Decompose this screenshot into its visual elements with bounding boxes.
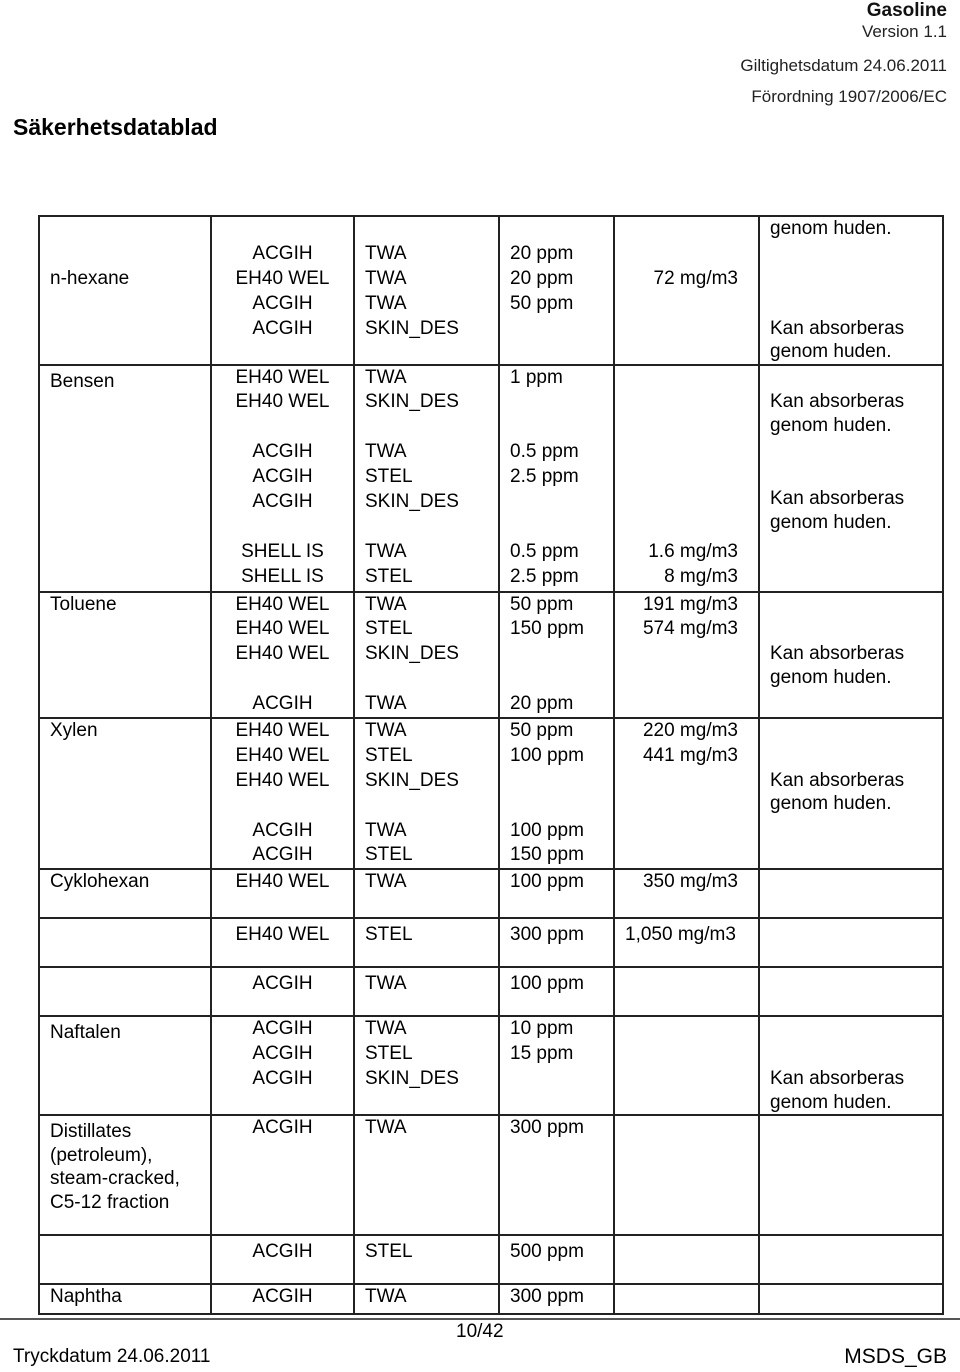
limit-value-cell	[499, 592, 614, 718]
limit-body: ACGIH	[252, 441, 313, 463]
limit-type-cell	[354, 1115, 499, 1235]
limit-body-cell	[211, 1016, 354, 1115]
limit-body-cell	[211, 592, 354, 718]
limit-value: 50 ppm	[510, 593, 574, 615]
limit-mg: 8 mg/m3	[664, 565, 738, 587]
limit-body-cell	[211, 1235, 354, 1284]
limit-value: 1 ppm	[510, 366, 563, 388]
substance-row-naphtha	[39, 1284, 943, 1314]
limit-type: STEL	[365, 618, 413, 640]
substance-row-cyklohexan-stel	[39, 918, 943, 967]
limit-type-cell	[354, 869, 499, 918]
limit-mg: 72 mg/m3	[653, 267, 738, 289]
limit-body: ACGIH	[252, 466, 313, 488]
substance-label: Xylen	[50, 720, 98, 742]
validity-date: Giltighetsdatum 24.06.2011	[740, 56, 947, 75]
substance-row-naftalen	[39, 1016, 943, 1115]
substance-label: Toluene	[50, 593, 117, 615]
limit-type-cell	[354, 1016, 499, 1115]
limit-body: EH40 WEL	[235, 593, 330, 615]
limit-mg-cell	[614, 1115, 759, 1235]
limit-value: 0.5 ppm	[510, 540, 579, 562]
limit-value: 150 ppm	[510, 844, 584, 866]
limit-value-cell	[499, 365, 614, 592]
limit-body: EH40 WEL	[235, 720, 330, 742]
limit-type: SKIN_DES	[365, 391, 459, 413]
remark-text: Kan absorberas genom huden.	[770, 769, 905, 815]
limit-type: TWA	[365, 871, 407, 893]
limit-value: 300 ppm	[510, 1286, 584, 1308]
document-code: MSDS_GB	[844, 1345, 947, 1368]
limit-body-cell	[211, 869, 354, 918]
limit-type: TWA	[365, 819, 407, 841]
limit-mg: 220 mg/m3	[642, 720, 738, 742]
limit-type: TWA	[365, 292, 407, 314]
remark-cell	[759, 216, 943, 365]
limit-type: SKIN_DES	[365, 1068, 459, 1090]
limit-type: STEL	[365, 1043, 413, 1065]
limit-type: STEL	[365, 1241, 413, 1263]
limit-body-cell	[211, 967, 354, 1016]
substance-row-distillates-stel	[39, 1235, 943, 1284]
substance-name	[39, 918, 211, 967]
substance-name	[39, 592, 211, 718]
limit-body: ACGIH	[252, 491, 313, 513]
limit-body: ACGIH	[252, 1043, 313, 1065]
limit-type: TWA	[365, 1286, 407, 1308]
limit-type: STEL	[365, 844, 413, 866]
limit-type: SKIN_DES	[365, 317, 459, 339]
limit-value-cell	[499, 1115, 614, 1235]
remark-cell	[759, 365, 943, 592]
remark-cell	[759, 1115, 943, 1235]
limit-mg-cell	[614, 1016, 759, 1115]
limit-value-cell	[499, 869, 614, 918]
limit-value: 20 ppm	[510, 242, 574, 264]
limit-type: STEL	[365, 565, 413, 587]
limit-type: STEL	[365, 744, 413, 766]
limit-body: ACGIH	[252, 1117, 313, 1139]
limit-value: 20 ppm	[510, 267, 574, 289]
limit-value: 100 ppm	[510, 871, 584, 893]
limit-type-cell	[354, 216, 499, 365]
substance-name	[39, 869, 211, 918]
limit-body-cell	[211, 1284, 354, 1314]
limit-value: 100 ppm	[510, 973, 584, 995]
remark-text: Kan absorberas genom huden.	[770, 317, 905, 363]
limit-type: SKIN_DES	[365, 643, 459, 665]
limit-body: EH40 WEL	[235, 366, 330, 388]
limit-body: ACGIH	[252, 819, 313, 841]
limit-value: 10 ppm	[510, 1018, 574, 1040]
remark-text: Kan absorberas genom huden.	[770, 1068, 905, 1113]
limit-type: TWA	[365, 540, 407, 562]
limit-body-cell	[211, 918, 354, 967]
limit-body: ACGIH	[252, 292, 313, 314]
footer-divider	[0, 1318, 960, 1320]
limit-body: ACGIH	[252, 317, 313, 339]
limit-type-cell	[354, 1235, 499, 1284]
limit-type: STEL	[365, 466, 413, 488]
substance-row-distillates	[39, 1115, 943, 1235]
limit-value: 20 ppm	[510, 693, 574, 715]
limit-value: 300 ppm	[510, 924, 584, 946]
limit-body: EH40 WEL	[235, 769, 330, 791]
substance-label: Bensen	[50, 370, 115, 392]
limit-body: EH40 WEL	[235, 871, 330, 893]
print-date: Tryckdatum 24.06.2011	[13, 1346, 211, 1367]
limit-mg: 191 mg/m3	[642, 593, 738, 615]
remark-text: Kan absorberas genom huden.	[770, 391, 905, 436]
limit-value	[500, 317, 613, 342]
limit-body: EH40 WEL	[235, 618, 330, 640]
limit-value-cell	[499, 1284, 614, 1314]
limit-type: TWA	[365, 720, 407, 742]
limit-body: ACGIH	[252, 844, 313, 866]
limit-value-cell	[499, 1235, 614, 1284]
limit-value-cell	[499, 1016, 614, 1115]
limit-value: 50 ppm	[510, 292, 574, 314]
limit-mg-cell	[614, 1284, 759, 1314]
limit-body: ACGIH	[252, 973, 313, 995]
limit-type: TWA	[365, 973, 407, 995]
remark-cell	[759, 918, 943, 967]
substance-name	[39, 1235, 211, 1284]
limit-body: SHELL IS	[241, 540, 324, 562]
substance-label: Naphtha	[50, 1286, 122, 1308]
limit-value: 300 ppm	[510, 1117, 584, 1139]
limit-value-cell	[499, 216, 614, 365]
limit-mg-cell	[614, 869, 759, 918]
remark-cell	[759, 967, 943, 1016]
remark-cell	[759, 592, 943, 718]
remark-cell	[759, 1284, 943, 1314]
limit-body: ACGIH	[252, 1068, 313, 1090]
limit-body: SHELL IS	[241, 565, 324, 587]
limit-value: 0.5 ppm	[510, 441, 579, 463]
limit-mg-cell	[614, 592, 759, 718]
document-version: Version 1.1	[861, 22, 947, 41]
limit-type: SKIN_DES	[365, 491, 459, 513]
limit-value: 2.5 ppm	[510, 466, 579, 488]
remark-text: Kan absorberas genom huden.	[770, 488, 905, 533]
limit-value: 2.5 ppm	[510, 565, 579, 587]
limit-type: TWA	[365, 267, 407, 289]
limit-type: TWA	[365, 593, 407, 615]
limit-body: ACGIH	[252, 1018, 313, 1040]
substance-name	[39, 967, 211, 1016]
limit-type: TWA	[365, 366, 407, 388]
limit-type: TWA	[365, 1117, 407, 1139]
limit-type-cell	[354, 592, 499, 718]
remark-cell	[759, 869, 943, 918]
limit-body-cell	[211, 718, 354, 869]
limit-body-cell	[211, 365, 354, 592]
limit-mg: 1.6 mg/m3	[648, 540, 738, 562]
limit-value-cell	[499, 718, 614, 869]
substance-label: Naftalen	[50, 1022, 121, 1044]
remark-text: Kan absorberas genom huden.	[770, 643, 905, 688]
limit-type: TWA	[365, 1018, 407, 1040]
product-name: Gasoline	[866, 0, 947, 21]
substance-name	[39, 1284, 211, 1314]
limit-body: EH40 WEL	[235, 744, 330, 766]
substance-row-bensen	[39, 365, 943, 592]
limit-mg: 441 mg/m3	[642, 744, 738, 766]
limit-type: STEL	[365, 924, 413, 946]
limit-mg-cell	[614, 967, 759, 1016]
limit-value: 150 ppm	[510, 618, 584, 640]
substance-label: n-hexane	[50, 267, 130, 289]
limit-type-cell	[354, 365, 499, 592]
limit-body: EH40 WEL	[235, 267, 330, 289]
remark-cell	[759, 1235, 943, 1284]
substance-name	[39, 1016, 211, 1115]
limit-mg-cell	[614, 1235, 759, 1284]
limit-type: SKIN_DES	[365, 769, 459, 791]
limit-type: TWA	[365, 242, 407, 264]
substance-name	[39, 1115, 211, 1235]
limit-value: 500 ppm	[510, 1241, 584, 1263]
limit-body: ACGIH	[252, 693, 313, 715]
substance-row-n-hexane	[39, 216, 943, 365]
limit-value: 50 ppm	[510, 720, 574, 742]
limit-body-cell	[211, 1115, 354, 1235]
limit-value: 15 ppm	[510, 1043, 574, 1065]
document-title: Säkerhetsdatablad	[13, 114, 218, 140]
substance-name	[39, 365, 211, 592]
limit-body: EH40 WEL	[235, 643, 330, 665]
limit-body-cell	[211, 216, 354, 365]
limit-body: EH40 WEL	[235, 924, 330, 946]
limit-body: ACGIH	[252, 242, 313, 264]
remark-text: genom huden.	[770, 218, 892, 239]
limit-value: 100 ppm	[510, 819, 584, 841]
limit-value-cell	[499, 967, 614, 1016]
substance-name	[39, 718, 211, 869]
remark-cell	[759, 1016, 943, 1115]
limit-type-cell	[354, 918, 499, 967]
substance-name	[39, 216, 211, 365]
limit-mg-cell	[614, 216, 759, 365]
limit-type: TWA	[365, 441, 407, 463]
limit-body: ACGIH	[252, 1286, 313, 1308]
limit-mg-cell	[614, 918, 759, 967]
limit-type-cell	[354, 1284, 499, 1314]
limit-type-cell	[354, 718, 499, 869]
limit-type-cell	[354, 967, 499, 1016]
exposure-limits-table	[38, 215, 944, 1315]
substance-row-cyklohexan	[39, 869, 943, 918]
remark-cell	[759, 718, 943, 869]
regulation-reference: Förordning 1907/2006/EC	[751, 87, 947, 106]
limit-type: TWA	[365, 693, 407, 715]
limit-mg-cell	[614, 365, 759, 592]
page-number: 10/42	[456, 1321, 504, 1342]
limit-body: ACGIH	[252, 1241, 313, 1263]
limit-mg-cell	[614, 718, 759, 869]
substance-label: Distillates (petroleum), steam-cracked, C5-12 fraction	[50, 1121, 180, 1213]
limit-value-cell	[499, 918, 614, 967]
limit-mg: 350 mg/m3	[642, 871, 738, 893]
limit-value: 100 ppm	[510, 744, 584, 766]
substance-row-toluene	[39, 592, 943, 718]
substance-row-xylen	[39, 718, 943, 869]
limit-mg: 1,050 mg/m3	[625, 924, 736, 946]
substance-row-cyklohexan-acgih	[39, 967, 943, 1016]
limit-body: EH40 WEL	[235, 391, 330, 413]
substance-label: Cyklohexan	[50, 871, 150, 893]
limit-mg: 574 mg/m3	[642, 618, 738, 640]
